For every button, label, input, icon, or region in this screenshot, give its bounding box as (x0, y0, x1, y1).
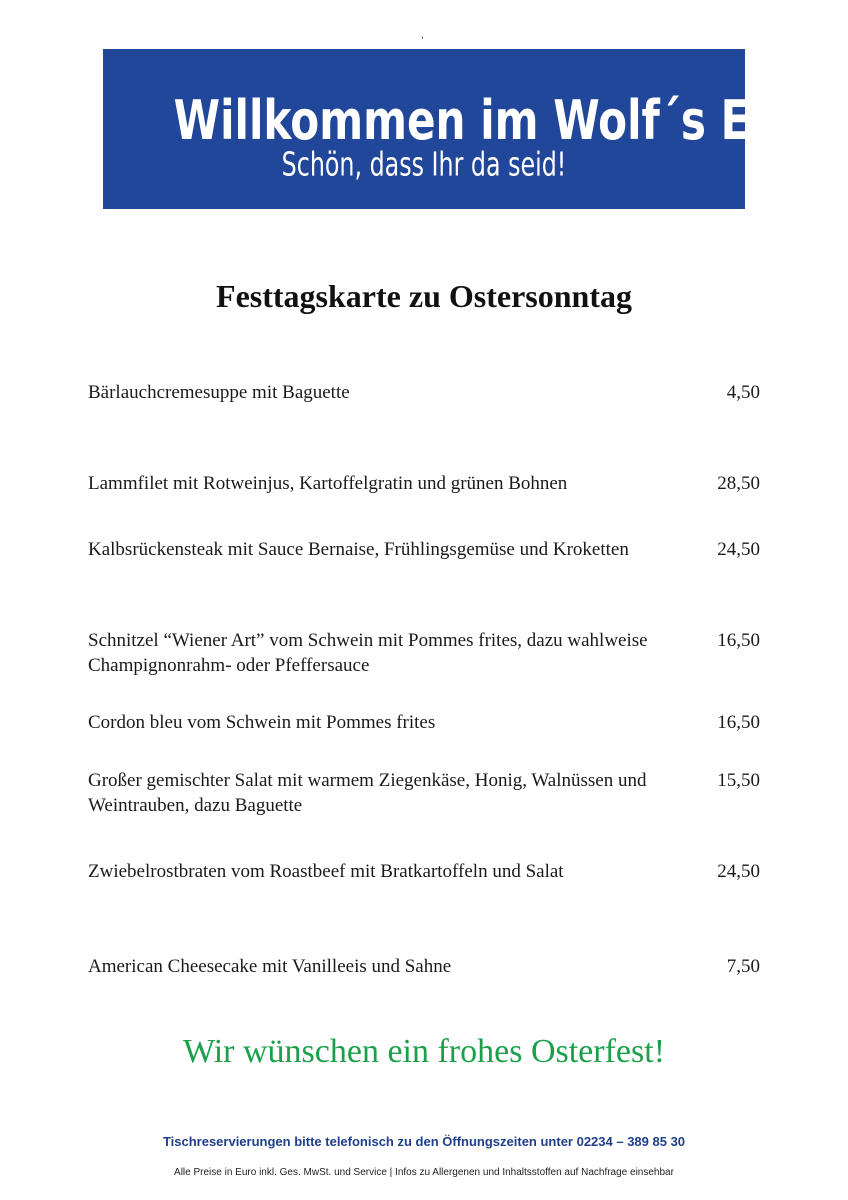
menu-item-name: Schnitzel “Wiener Art” vom Schwein mit Pommes frites, dazu wahlweise Champignonrahm- oder Pfeffersauce (88, 630, 648, 676)
easter-greeting: Wir wünschen ein frohes Osterfest! (182, 1033, 666, 1070)
menu-item-name: Lammfilet mit Rotweinjus, Kartoffelgratin und grünen Bohnen (88, 473, 568, 494)
menu-item-name: Zwiebelrostbraten vom Roastbeef mit Bratkartoffeln und Salat (88, 861, 564, 882)
banner-subtitle: Schön, dass Ihr da seid! (281, 144, 567, 184)
reservation-note: Tischreservierungen bitte telefonisch zu den Öffnungszeiten unter 02234 – 389 85 30 (162, 1134, 686, 1149)
menu-item-name: Kalbsrückensteak mit Sauce Bernaise, Frühlingsgemüse und Kroketten (88, 539, 629, 560)
menu-item-name: Großer gemischter Salat mit warmem Ziegenkäse, Honig, Walnüssen und Weintrauben, dazu Baguette (88, 770, 647, 816)
menu-item-price: 4,50 (726, 382, 760, 403)
menu-item-name: Bärlauchcremesuppe mit Baguette (88, 382, 350, 403)
menu-item-price: 16,50 (717, 712, 760, 733)
menu-item-price: 24,50 (717, 539, 760, 560)
welcome-banner (103, 49, 803, 209)
page-title: Festtagskarte zu Ostersonntag (216, 278, 632, 314)
menu-item-price: 7,50 (726, 956, 760, 977)
price-footnote: Alle Preise in Euro inkl. Ges. MwSt. und Service | Infos zu Allergenen und Inhaltsstoffen auf Nachfrage einsehbar (174, 1167, 674, 1178)
menu-item-price: 15,50 (717, 770, 760, 791)
menu-item-price: 24,50 (717, 861, 760, 882)
menu-item-price: 16,50 (717, 630, 760, 651)
banner-title: Willkommen im Wolf´s Eck (173, 89, 803, 152)
menu-item-name: American Cheesecake mit Vanilleeis und Sahne (88, 956, 452, 977)
menu-item-name: Cordon bleu vom Schwein mit Pommes frites (88, 712, 436, 733)
menu-item-price: 28,50 (717, 473, 760, 494)
stray-mark: , (421, 30, 424, 41)
